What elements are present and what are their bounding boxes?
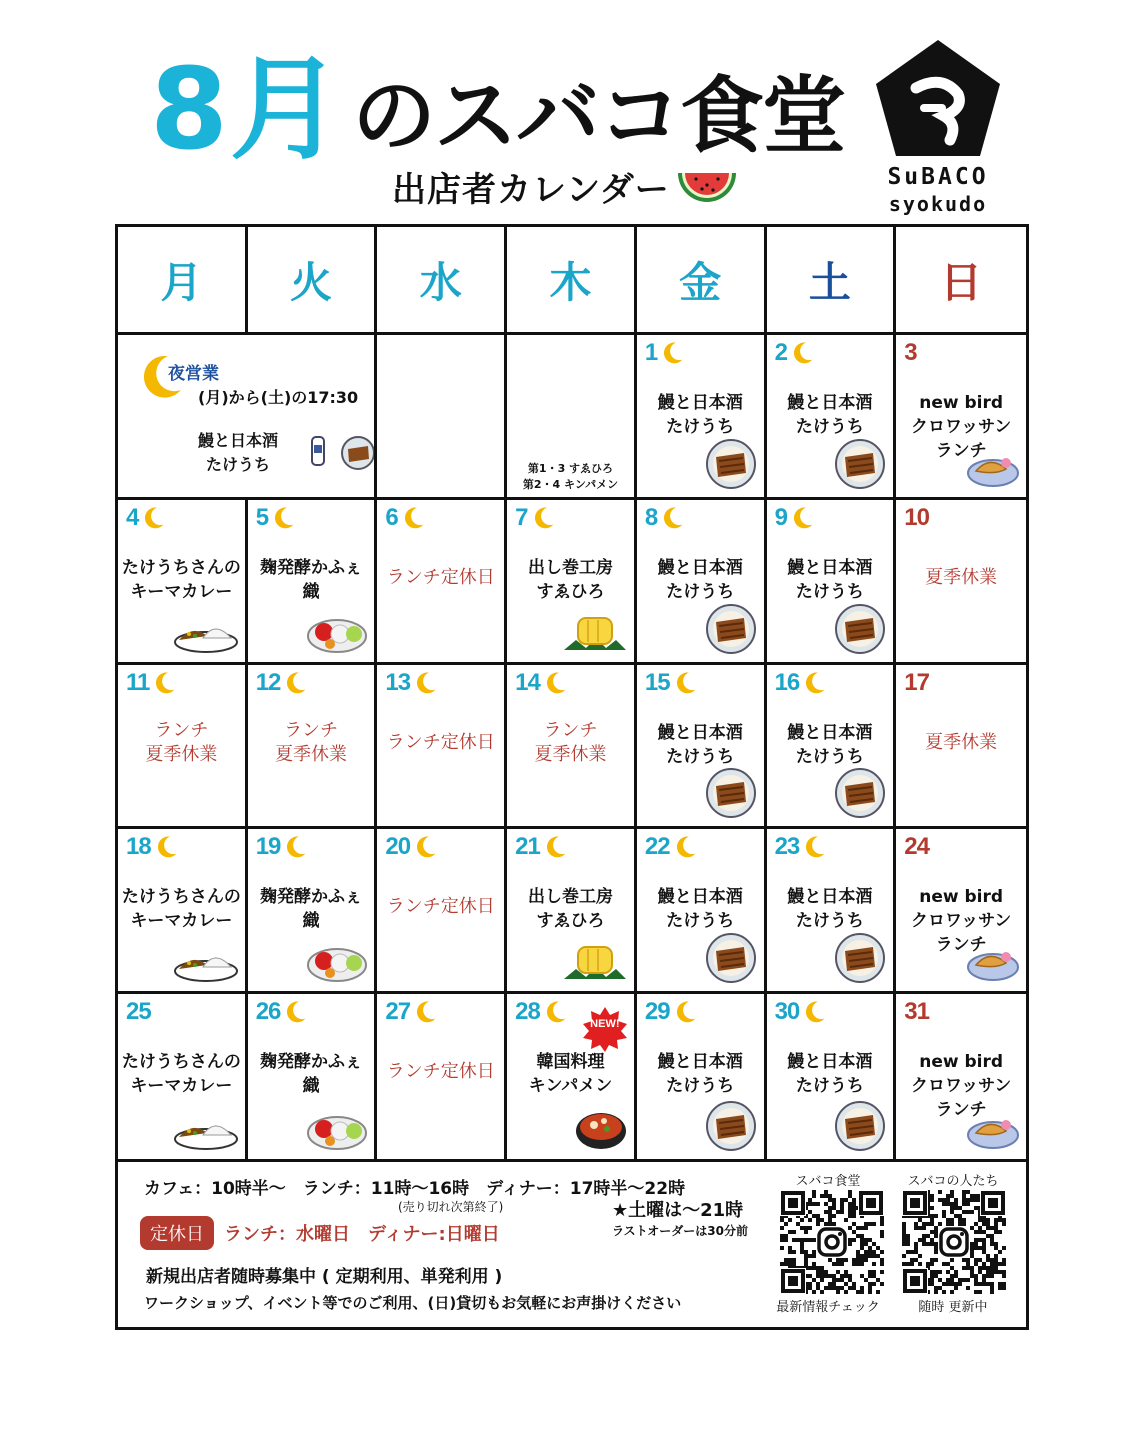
day-entry [896, 731, 1026, 755]
weekday-header: 木 [507, 227, 637, 335]
day-number [256, 504, 296, 532]
day-number-text: 4 [126, 503, 139, 531]
crescent-moon-icon [542, 834, 568, 860]
day-entry-line: ランチ定休日 [386, 566, 495, 588]
closed-days: ランチ：水曜日 ディナー:日曜日 [224, 1224, 500, 1245]
crescent-moon-icon [282, 999, 308, 1025]
croissant-plate-icon [966, 1111, 1020, 1151]
day-cell[interactable] [767, 335, 897, 500]
day-entry-line: 鰻と日本酒 [657, 887, 743, 908]
crescent-moon-icon [542, 999, 568, 1025]
watermelon-icon [676, 167, 738, 207]
crescent-moon-icon [789, 340, 815, 366]
day-entry [767, 556, 894, 604]
day-number [256, 669, 309, 697]
day-number [126, 504, 166, 532]
night-title: 夜営業 [168, 364, 219, 384]
day-entry-line: 麹発酵かふぇ [260, 887, 363, 908]
new-badge-text: NEW! [590, 1018, 620, 1031]
croissant-plate-icon [966, 449, 1020, 489]
day-entry-line: すゑひろ [536, 581, 605, 602]
day-cell[interactable] [248, 994, 378, 1159]
korean-stew-icon [574, 1103, 628, 1151]
day-entry-line: たけうちさんの [121, 887, 241, 908]
logo-text-syokudo: syokudo [888, 192, 988, 216]
day-entry-line: たけうち [795, 911, 864, 932]
day-number [385, 669, 438, 697]
day-cell[interactable] [637, 335, 767, 500]
day-cell[interactable] [118, 500, 248, 665]
thursday-note [507, 461, 634, 493]
day-cell[interactable] [767, 500, 897, 665]
day-entry [637, 885, 764, 933]
day-number [126, 669, 177, 697]
subtitle [392, 162, 738, 211]
day-cell[interactable] [767, 665, 897, 830]
crescent-moon-icon [270, 505, 296, 531]
day-entry-line: ランチ [935, 1100, 987, 1121]
day-entry-line: 夏季休業 [275, 743, 348, 765]
day-entry [767, 391, 894, 439]
day-number [256, 833, 309, 861]
day-cell[interactable] [377, 500, 507, 665]
day-entry-line: 鰻と日本酒 [787, 887, 873, 908]
thursday-note-line: 第2・4 キンパメン [522, 477, 619, 491]
day-number-text: 8 [644, 503, 658, 531]
qr2-top-label: スバコの人たち [907, 1174, 999, 1189]
day-number-text: 16 [774, 668, 800, 696]
day-entry-line: ランチ [935, 935, 987, 956]
day-entry-line: 鰻と日本酒 [787, 393, 873, 413]
day-number [904, 833, 929, 861]
day-entry-line: たけうち [666, 417, 735, 437]
day-entry-line: クロワッサン [910, 417, 1012, 437]
day-entry [377, 895, 504, 919]
day-number [775, 669, 828, 697]
crescent-moon-icon [789, 505, 815, 531]
day-entry-line: すゑひろ [536, 911, 605, 932]
day-number [256, 998, 309, 1026]
curry-plate-icon [173, 614, 239, 654]
day-entry [637, 721, 764, 769]
day-entry [377, 1060, 504, 1084]
curry-plate-icon [173, 1111, 239, 1151]
day-entry [767, 885, 894, 933]
crescent-moon-icon [400, 505, 426, 531]
day-number-text: 17 [904, 668, 929, 696]
day-entry [248, 556, 375, 604]
day-entry-line: new bird [919, 393, 1004, 413]
day-entry-line: たけうち [795, 417, 864, 437]
fermented-food-plate-icon [306, 941, 368, 983]
day-cell[interactable] [507, 665, 637, 830]
crescent-moon-icon [672, 670, 698, 696]
crescent-moon-icon [542, 670, 568, 696]
unagi-bowl-icon [833, 768, 887, 818]
day-entry-line: たけうちさんの [121, 557, 241, 578]
day-number-text: 1 [644, 339, 658, 366]
day-cell[interactable] [896, 665, 1026, 830]
day-cell[interactable] [637, 994, 767, 1159]
day-entry [118, 719, 245, 767]
day-entry [507, 719, 634, 767]
dashimaki-tamago-icon [562, 939, 628, 983]
day-entry-line: キーマカレー [130, 581, 233, 602]
day-entry-line: たけうち [795, 581, 864, 602]
day-number-text: 24 [904, 833, 929, 861]
day-number-text: 2 [774, 339, 787, 366]
day-entry-line: 鰻と日本酒 [657, 722, 743, 743]
crescent-moon-icon [659, 505, 685, 531]
day-number [904, 339, 916, 367]
day-entry [248, 885, 375, 933]
day-entry-line: たけうち [666, 1076, 735, 1097]
day-number-text: 27 [385, 998, 411, 1026]
unagi-bowl-icon [833, 604, 887, 654]
day-cell[interactable] [248, 665, 378, 830]
sake-and-unagi-icon [308, 431, 377, 471]
title-month: 8月 [150, 45, 344, 175]
day-cell[interactable] [377, 994, 507, 1159]
day-entry-line: たけうち [666, 746, 735, 767]
day-number [904, 669, 929, 697]
fermented-food-plate-icon [306, 1109, 368, 1151]
day-cell[interactable] [248, 829, 378, 994]
day-cell[interactable] [896, 500, 1026, 665]
day-number [775, 833, 828, 861]
recruit-notice: 新規出店者随時募集中 ( 定期利用、単発利用 ) [146, 1267, 503, 1287]
day-cell[interactable] [118, 665, 248, 830]
day-number-text: 21 [515, 833, 540, 861]
day-entry [507, 556, 634, 604]
day-entry-line: たけうち [795, 746, 864, 767]
day-entry [377, 731, 504, 755]
day-number [385, 833, 438, 861]
weekday-header: 月 [118, 227, 248, 335]
day-entry-line: 鰻と日本酒 [657, 1052, 743, 1073]
day-number [645, 339, 685, 367]
day-entry [118, 1050, 245, 1098]
day-entry-line: 麹発酵かふぇ [260, 557, 363, 578]
unagi-bowl-icon [833, 933, 887, 983]
dashimaki-tamago-icon [562, 610, 628, 654]
qr1-bottom-label: 最新情報チェック [776, 1300, 880, 1315]
day-entry-line: キンパメン [528, 1076, 613, 1097]
day-number [126, 998, 151, 1026]
day-number-text: 14 [515, 668, 540, 696]
day-entry-line: ランチ [154, 719, 209, 741]
day-cell[interactable] [507, 994, 637, 1159]
day-number-text: 11 [126, 668, 150, 696]
day-entry-line: クロワッサン [910, 1076, 1012, 1097]
unagi-bowl-icon [704, 1101, 758, 1151]
crescent-moon-icon [672, 834, 698, 860]
day-number-text: 28 [515, 998, 540, 1026]
day-entry [507, 885, 634, 933]
day-entry-line: 出し巻工房 [527, 887, 613, 908]
day-number-text: 12 [255, 668, 281, 696]
pentagon-logo-icon [872, 36, 1004, 160]
day-entry-line: たけうち [795, 1076, 864, 1097]
saturday-hours: ★土曜は〜21時 [612, 1200, 744, 1221]
crescent-moon-icon [412, 834, 438, 860]
day-entry-line: 夏季休業 [534, 743, 607, 765]
unagi-bowl-icon [704, 933, 758, 983]
weekday-header: 水 [377, 227, 507, 335]
crescent-moon-icon [801, 999, 827, 1025]
day-entry [637, 556, 764, 604]
day-cell[interactable] [118, 994, 248, 1159]
night-service-info [118, 335, 377, 500]
day-entry [118, 556, 245, 604]
crescent-moon-icon [140, 505, 166, 531]
day-number-text: 23 [774, 833, 800, 861]
day-entry [767, 721, 894, 769]
day-entry-line: 夏季休業 [925, 566, 998, 588]
day-number [515, 833, 568, 861]
weekday-header: 金 [637, 227, 767, 335]
day-cell[interactable] [896, 994, 1026, 1159]
curry-plate-icon [173, 943, 239, 983]
day-cell[interactable] [637, 665, 767, 830]
day-cell[interactable] [637, 829, 767, 994]
day-entry-line: 鰻と日本酒 [657, 393, 743, 413]
day-number [515, 669, 568, 697]
day-number [515, 504, 555, 532]
crescent-moon-icon [801, 834, 827, 860]
day-number-text: 26 [255, 998, 281, 1026]
crescent-moon-icon [412, 999, 438, 1025]
day-entry-line: ランチ定休日 [386, 896, 495, 918]
weekday-header: 日 [896, 227, 1026, 335]
crescent-moon-icon [282, 834, 308, 860]
day-entry-line: 韓国料理 [536, 1052, 605, 1073]
day-number [775, 339, 815, 367]
day-cell[interactable] [507, 500, 637, 665]
day-cell[interactable] [507, 829, 637, 994]
croissant-plate-icon [966, 943, 1020, 983]
unagi-bowl-icon [833, 1101, 887, 1151]
day-number-text: 10 [904, 503, 929, 531]
night-shop-line: 鰻と日本酒 [198, 431, 279, 450]
day-entry-line: クロワッサン [910, 911, 1012, 932]
day-number [775, 998, 828, 1026]
unagi-bowl-icon [833, 439, 887, 489]
day-entry [248, 1050, 375, 1098]
day-entry [767, 1050, 894, 1098]
footer-info [115, 1162, 1029, 1330]
day-entry-line: キーマカレー [130, 911, 233, 932]
day-entry-line: new bird [919, 887, 1004, 908]
day-number-text: 30 [774, 998, 800, 1026]
day-entry-line: ランチ [935, 441, 987, 461]
day-number-text: 19 [255, 833, 281, 861]
thursday-note-cell [507, 335, 637, 500]
day-entry-line: ランチ [543, 719, 598, 741]
day-number-text: 7 [515, 503, 528, 531]
logo-text-subaco: SuBACO [887, 164, 989, 190]
day-number [385, 998, 438, 1026]
day-number-text: 3 [904, 339, 917, 366]
day-entry-line: 織 [302, 1076, 320, 1097]
day-number-text: 25 [126, 998, 151, 1026]
instagram-qr-code-icon[interactable] [902, 1190, 1006, 1294]
crescent-moon-icon [153, 834, 179, 860]
crescent-moon-icon [659, 340, 685, 366]
sold-out-note: (売り切れ次第終了) [398, 1200, 504, 1214]
business-hours: カフェ：10時半〜 ランチ：11時〜16時 ディナー：17時半〜22時 [144, 1179, 686, 1199]
day-entry-line: 麹発酵かふぇ [260, 1052, 363, 1073]
day-entry-line: キーマカレー [130, 1076, 233, 1097]
day-number [645, 998, 698, 1026]
day-entry-line: 織 [302, 581, 320, 602]
day-entry [377, 566, 504, 590]
crescent-moon-icon [801, 670, 827, 696]
day-entry [507, 1050, 634, 1098]
day-entry-line: new bird [919, 1052, 1004, 1073]
day-entry [637, 1050, 764, 1098]
title-rest: のスバコ食堂 [351, 67, 844, 165]
day-number [645, 669, 698, 697]
day-entry [637, 391, 764, 439]
crescent-moon-icon [530, 505, 556, 531]
day-entry-line: 鰻と日本酒 [787, 557, 873, 578]
day-number [645, 504, 685, 532]
day-cell[interactable] [896, 335, 1026, 500]
day-entry-line: 鰻と日本酒 [657, 557, 743, 578]
workshop-notice: ワークショップ、イベント等でのご利用、(日)貸切もお気軽にお声掛けください [144, 1294, 682, 1312]
day-number-text: 29 [644, 998, 670, 1026]
day-number-text: 13 [385, 668, 411, 696]
day-cell[interactable] [248, 500, 378, 665]
day-number-text: 20 [385, 833, 411, 861]
instagram-qr-code-icon[interactable] [780, 1190, 884, 1294]
day-entry-line: 鰻と日本酒 [787, 722, 873, 743]
qr2-bottom-label: 随時 更新中 [918, 1300, 988, 1315]
day-entry-line: 織 [302, 911, 320, 932]
day-entry-line: ランチ定休日 [386, 1061, 495, 1083]
day-cell[interactable] [377, 829, 507, 994]
crescent-moon-icon [412, 670, 438, 696]
closed-day-badge: 定休日 [140, 1216, 214, 1250]
day-number-text: 31 [904, 998, 929, 1026]
unagi-bowl-icon [704, 768, 758, 818]
empty-day-cell [377, 335, 507, 500]
thursday-note-line: 第1・3 すゑひろ [527, 461, 614, 475]
unagi-bowl-icon [704, 439, 758, 489]
day-number [775, 504, 815, 532]
qr1-top-label: スバコ食堂 [795, 1174, 861, 1189]
day-cell[interactable] [637, 500, 767, 665]
day-entry-line: ランチ定休日 [386, 731, 495, 753]
day-entry [248, 719, 375, 767]
day-cell[interactable] [118, 829, 248, 994]
day-number [385, 504, 425, 532]
day-entry-line: たけうち [666, 911, 735, 932]
day-number [515, 998, 568, 1026]
unagi-bowl-icon [704, 604, 758, 654]
night-time: (月)から(土)の17:30 [198, 388, 359, 407]
day-number [904, 504, 929, 532]
night-shop [198, 429, 278, 477]
day-cell[interactable] [377, 665, 507, 830]
day-entry-line: たけうち [666, 581, 735, 602]
fermented-food-plate-icon [306, 612, 368, 654]
day-entry-line: ランチ [284, 719, 339, 741]
last-order-note: ラストオーダーは30分前 [612, 1224, 748, 1238]
calendar-grid [115, 224, 1029, 1162]
day-number-text: 15 [644, 668, 670, 696]
day-entry-line: たけうちさんの [121, 1052, 241, 1073]
day-cell[interactable] [767, 994, 897, 1159]
day-number-text: 22 [644, 833, 670, 861]
day-entry-line: 出し巻工房 [527, 557, 613, 578]
day-entry [118, 885, 245, 933]
day-entry-line: 夏季休業 [145, 743, 218, 765]
page-title [150, 36, 844, 175]
night-shop-line: たけうち [206, 455, 271, 474]
day-cell[interactable] [896, 829, 1026, 994]
subaco-logo [872, 36, 1004, 216]
day-entry-line: 夏季休業 [925, 731, 998, 753]
day-entry-line: 鰻と日本酒 [787, 1052, 873, 1073]
day-number [645, 833, 698, 861]
crescent-moon-icon [282, 670, 308, 696]
day-number [126, 833, 179, 861]
day-number-text: 5 [255, 503, 269, 531]
day-number-text: 9 [774, 503, 787, 531]
subtitle-text: 出店者カレンダー [392, 170, 670, 210]
crescent-moon-icon [672, 999, 698, 1025]
weekday-header: 火 [248, 227, 378, 335]
crescent-moon-icon [151, 670, 177, 696]
day-number-text: 18 [126, 833, 151, 861]
weekday-header: 土 [767, 227, 897, 335]
day-number-text: 6 [385, 503, 398, 531]
day-number [904, 998, 929, 1026]
day-cell[interactable] [767, 829, 897, 994]
day-entry [896, 566, 1026, 590]
